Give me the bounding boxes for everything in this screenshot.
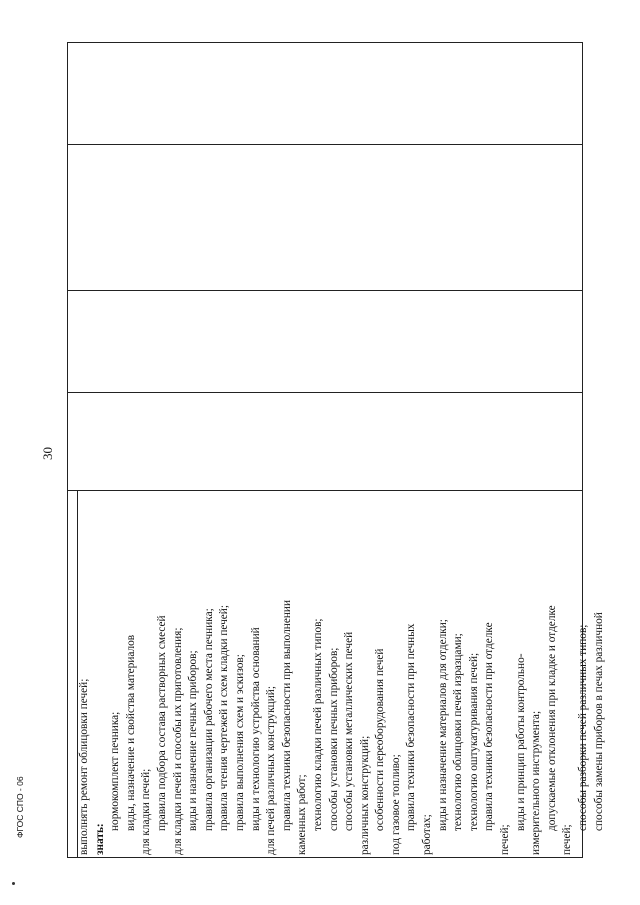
cell-text-line: способы установки металлических печей bbox=[343, 631, 356, 831]
cell-text-line: особенности переоборудования печей bbox=[374, 648, 387, 831]
cell-text-line: технологию облицовки печей изразцами; bbox=[452, 633, 465, 831]
table-border-left bbox=[67, 42, 68, 858]
cell-text-line: виды и принцип работы контрольно- bbox=[514, 653, 527, 831]
cell-text-line: правила техники безопасности при отделке bbox=[483, 622, 496, 831]
cell-text-line: технологию оштукатуривания печей; bbox=[467, 652, 480, 831]
cell-text-line: виды и назначение материалов для отделки; bbox=[436, 619, 449, 831]
scan-speck bbox=[12, 882, 15, 885]
cell-text-line: нормокомплект печника; bbox=[109, 711, 122, 831]
cell-text-line: измерительного инструмента; bbox=[530, 710, 543, 855]
cell-text-line: печей; bbox=[561, 824, 574, 855]
page-number: 30 bbox=[40, 447, 55, 460]
column-divider bbox=[67, 490, 583, 491]
cell-text-line: для кладки печей и способы их приготовления; bbox=[171, 627, 184, 855]
cell-text-line: способы установки печных приборов; bbox=[327, 647, 340, 831]
table-border-bottom bbox=[67, 857, 583, 858]
column-divider bbox=[67, 144, 583, 145]
cell-text-line: способы замены приборов в печах различной bbox=[592, 612, 605, 831]
cell-text-line: правила техники безопасности при печных bbox=[405, 623, 418, 831]
cell-text-line: различных конструкций; bbox=[358, 735, 371, 855]
cell-text-line: правила организации рабочего места печника; bbox=[202, 608, 215, 831]
column-divider bbox=[67, 392, 583, 393]
cell-text-line: под газовое топливо; bbox=[389, 754, 402, 855]
cell-text-line: печей; bbox=[499, 824, 512, 855]
cell-text-line: правила техники безопасности при выполнении bbox=[280, 600, 293, 831]
cell-text-line: правила выполнения схем и эскизов; bbox=[233, 654, 246, 831]
table-border-top bbox=[67, 42, 583, 43]
cell-text-line: для кладки печей; bbox=[140, 768, 153, 855]
cell-text-line: способы разборки печей различных типов; bbox=[577, 624, 589, 831]
document-footer: ФГОС СПО - 06 bbox=[15, 776, 25, 838]
cell-text-line: правила подбора состава растворных смесей bbox=[155, 615, 168, 831]
cell-text-line: каменных работ; bbox=[296, 774, 309, 855]
cell-text-line: технологию кладки печей различных типов; bbox=[311, 618, 324, 831]
cell-text-line: правила чтения чертежей и схем кладки печей; bbox=[218, 605, 231, 831]
cell-text-line: виды и технологию устройства оснований bbox=[249, 627, 262, 831]
cell-text-line: виды и назначение печных приборов; bbox=[187, 650, 200, 831]
cell-text-line: выполнять ремонт облицовки печей; bbox=[78, 678, 90, 855]
knowledge-requirements-cell bbox=[77, 497, 607, 855]
cell-text-line: знать: bbox=[93, 823, 106, 855]
column-divider bbox=[67, 290, 583, 291]
cell-text-line: виды, назначение и свойства материалов bbox=[124, 634, 137, 831]
cell-text-line: для печей различных конструкций; bbox=[265, 686, 278, 855]
cell-text-line: работах; bbox=[421, 814, 434, 855]
cell-text-line: допускаемые отклонения при кладке и отделке bbox=[545, 605, 558, 831]
